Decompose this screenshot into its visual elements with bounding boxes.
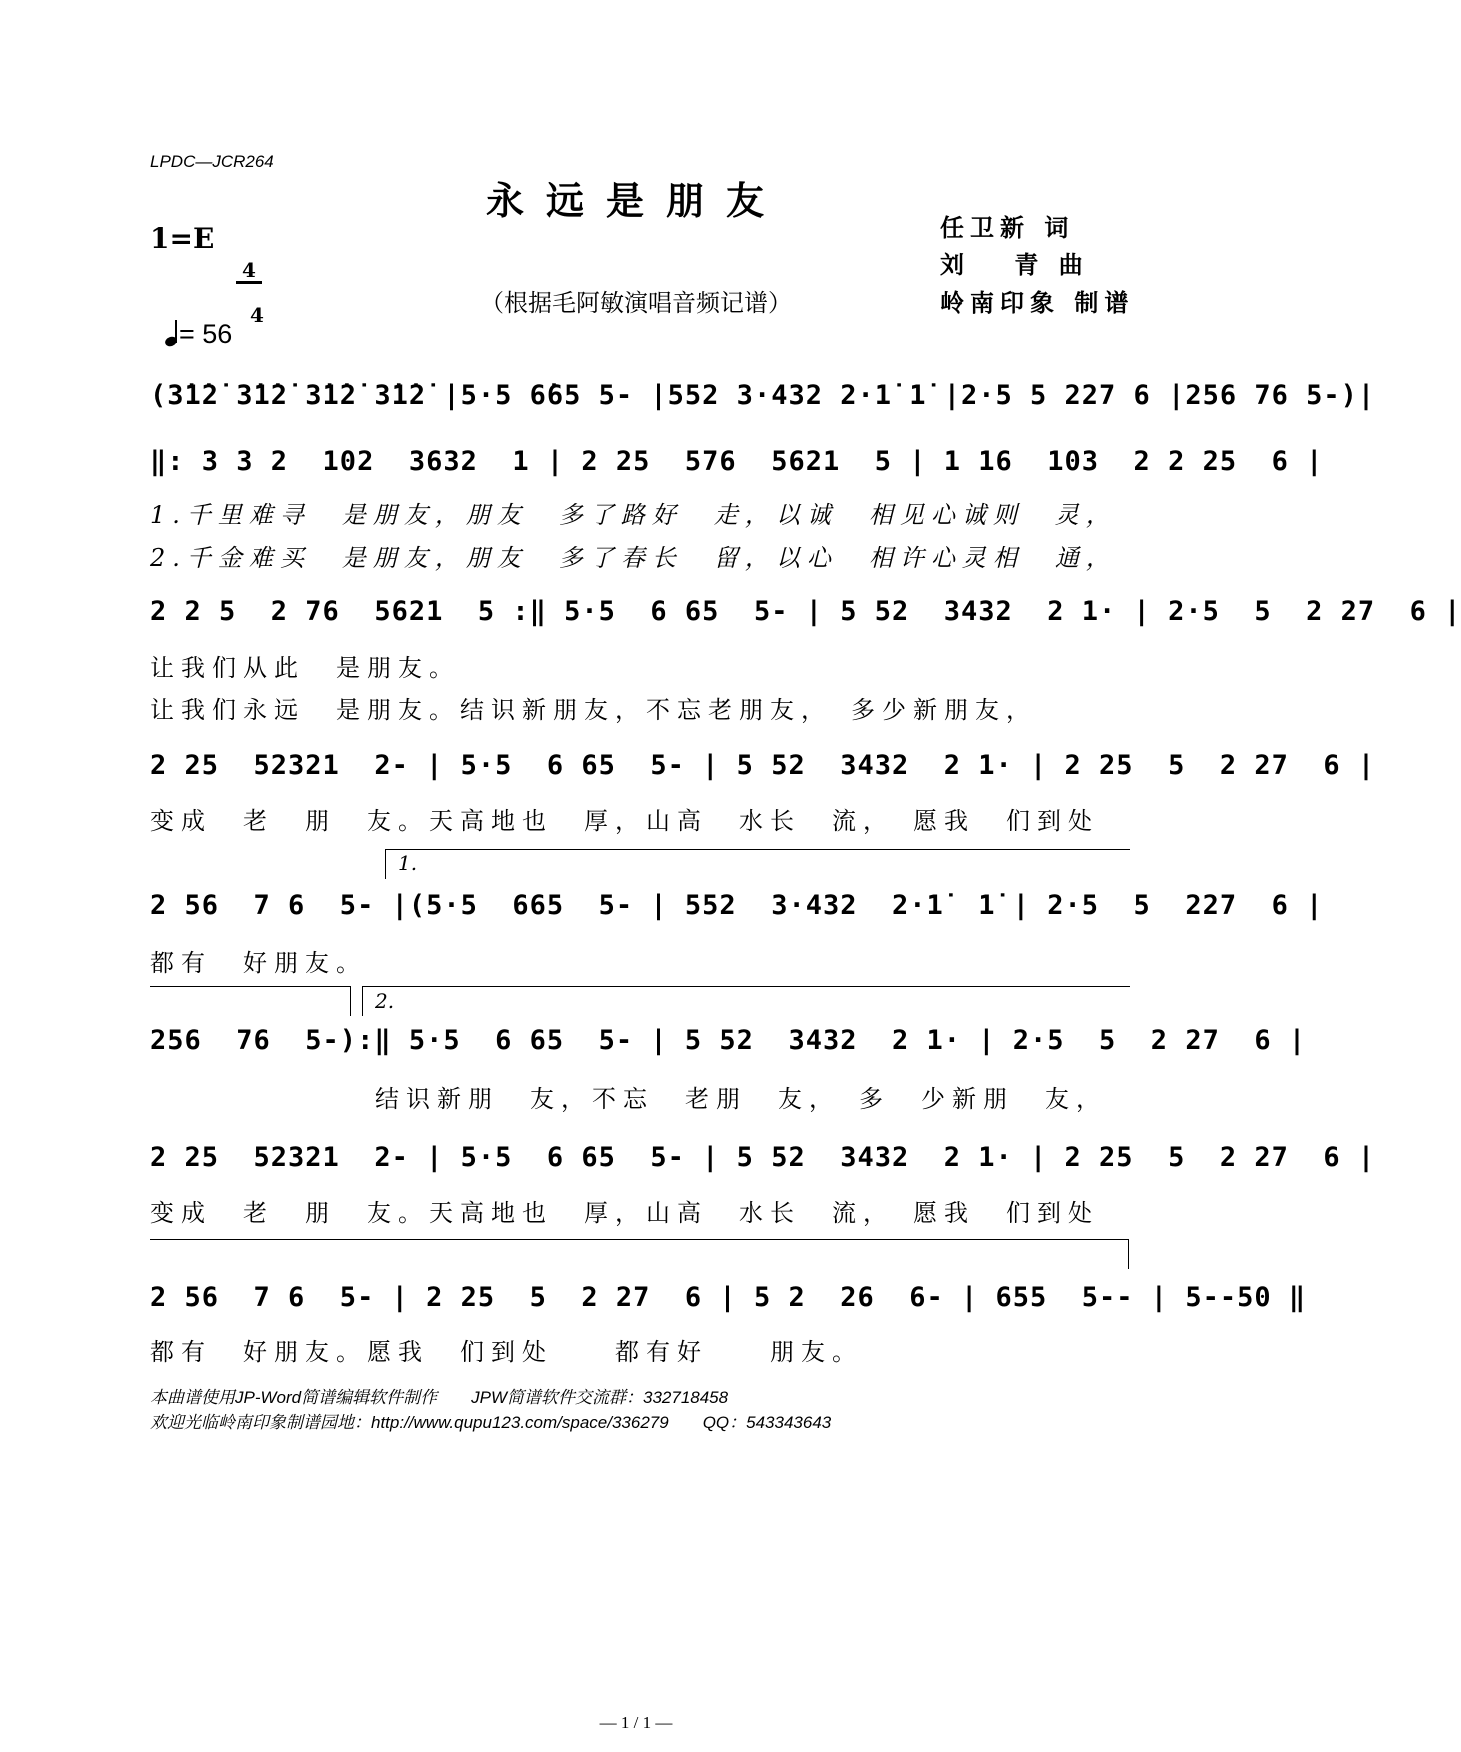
subtitle: （根据毛阿敏演唱音频记谱） xyxy=(480,289,792,317)
lyrics-line-3a: 让我们从此 是朋友。 xyxy=(150,654,460,682)
ending-1-label: 1. xyxy=(398,851,418,875)
lyrics-line-8: 都有 好朋友。愿我 们到处 都有好 朋友。 xyxy=(150,1338,863,1366)
score-line-5: 2 56 7 6 5- |(5·5 665 5- | 552 3·432 2·1̇ 1̇ | 2·5 5 227 6 | xyxy=(150,890,1324,921)
score-line-3: 2 2 5 2 76 5621 5 :‖ 5·5 6 65 5- | 5 52 3432 2 1· | 2·5 5 2 27 6 | xyxy=(150,596,1461,627)
final-slur-tick xyxy=(1128,1239,1129,1269)
ending-1-bracket xyxy=(385,849,1130,850)
key-signature: 1=E xyxy=(150,222,215,255)
time-signature-bottom: 4 xyxy=(249,303,264,327)
score-line-6: 256 76 5-):‖ 5·5 6 65 5- | 5 52 3432 2 1· | 2·5 5 2 27 6 | xyxy=(150,1025,1307,1056)
song-title: 永远是朋友 xyxy=(485,178,786,223)
lyrics-verse-1: 1.千里难寻 是朋友，朋友 多了路好 走，以诚 相见心诚则 灵， xyxy=(150,501,1117,529)
footer-line-2: 欢迎光临岭南印象制谱园地：http://www.qupu123.com/space/336279 QQ：543343643 xyxy=(150,1413,832,1432)
ending-2-bracket xyxy=(362,986,1130,987)
lyrics-line-4: 变成 老 朋 友。天高地也 厚，山高 水长 流， 愿我 们到处 xyxy=(150,807,1099,835)
score-line-7: 2 25 52321 2- | 5·5 6 65 5- | 5 52 3432 2 1· | 2 25 5 2 27 6 | xyxy=(150,1142,1376,1173)
score-line-8: 2 56 7 6 5- | 2 25 5 2 27 6 | 5 2 26 6- | 655 5-- | 5--50 ‖ xyxy=(150,1282,1307,1313)
lyricist-credit: 任卫新 词 xyxy=(940,213,1075,242)
ending-2-tick xyxy=(362,986,363,1016)
footer-line-1: 本曲谱使用JP-Word简谱编辑软件制作 JPW简谱软件交流群：332718458 xyxy=(150,1388,729,1407)
score-line-4: 2 25 52321 2- | 5·5 6 65 5- | 5 52 3432 2 1· | 2 25 5 2 27 6 | xyxy=(150,750,1376,781)
lyrics-line-7: 变成 老 朋 友。天高地也 厚，山高 水长 流， 愿我 们到处 xyxy=(150,1199,1099,1227)
ending-1-bracket-continued xyxy=(150,986,350,987)
lyrics-line-5: 都有 好朋友。 xyxy=(150,949,367,977)
lyrics-verse-2: 2.千金难买 是朋友，朋友 多了春长 留，以心 相许心灵相 通， xyxy=(150,544,1117,572)
score-line-1: (3̇1̇2̇ 3̇1̇2̇ 3̇1̇2̇ 3̇1̇2̇ |5·5 6̇65 5- |552 3·432 2·1̇ 1̇ |2·5 5 227 6 |256 76 5-)| xyxy=(150,380,1376,411)
ending-2-label: 2. xyxy=(375,989,395,1013)
lyrics-line-3b: 让我们永远 是朋友。结识新朋友，不忘老朋友， 多少新朋友， xyxy=(150,696,1037,724)
lyrics-line-6: 结识新朋 友，不忘 老朋 友， 多 少新朋 友， xyxy=(375,1085,1107,1113)
time-signature-top: 4 xyxy=(236,260,262,284)
ending-1-end-tick xyxy=(350,986,351,1016)
page-number: — 1 / 1 — xyxy=(599,1713,673,1732)
arranger-credit: 岭南印象 制谱 xyxy=(940,288,1135,317)
quarter-note-icon xyxy=(165,320,179,346)
score-code: LPDC—JCR264 xyxy=(150,152,274,171)
final-slur-line xyxy=(150,1239,1128,1240)
ending-1-tick xyxy=(385,849,386,879)
composer-credit: 刘 青 曲 xyxy=(940,250,1089,279)
tempo-value: = 56 xyxy=(179,319,233,349)
score-line-2: ‖: 3 3 2 102 3632 1 | 2 25 576 5621 5 | 1 16 103 2 2 25 6 | xyxy=(150,446,1324,477)
